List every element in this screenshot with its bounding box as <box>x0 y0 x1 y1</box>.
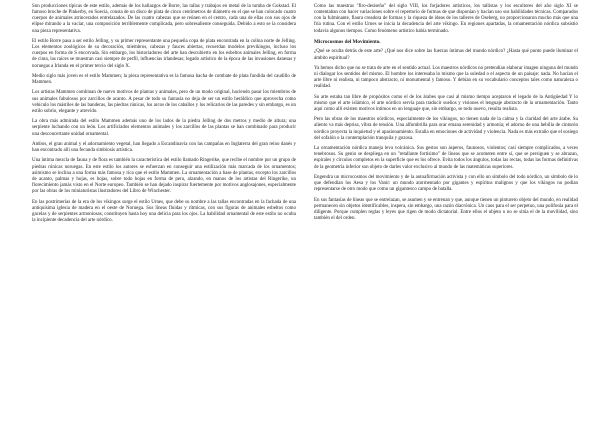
paragraph: En las postrimerías de la era de los vikingos surge el estilo Urnes, que debe su nombre a las tallas encontradas en la fachada de una antiquísima iglesia de madera en el oeste de Noruega. Sus líneas fluidas y rítmicas, con sus figuras de animales esbeltos como gacelas y de serpientes armoniosas, constituyen hasta hoy una delicia para los ojos. La habilidad ornamental de este estilo no oculta la incipiente decadencia del arte nórdico. <box>32 199 296 223</box>
paragraph: Engendra un microcosmos del movimiento y de la autoafirmación activista y con ello un símbolo del todo nórdico, un símbolo de lo que defendían los Aesa y los Vanir: un mundo atormentado por gigantes y espíritus malignos y que los vikingos no podían representarse de otro modo que como un gigantesco campo de batalla. <box>314 174 578 193</box>
right-column <box>314 4 578 420</box>
paragraph: Ya hemos dicho que no se trata de arte en el sentido actual. Los maestros nórdicos no pretendían elaborar imagen ninguna del mundo ni dialogar los sentidos del mismo. El hombre los interesaba lo mismo que la soledad o el aspecto de un paisaje: nada. No hacían el arte libre ni realista, ni tampoco abstracto, ni monumental y famoso. Y debían en su vocabulario conceptos tales como naturaleza o realidad. <box>314 65 578 90</box>
paragraph: Ambos, el gran animal y el adornamiento vegetal, han llegado a Escandinavia con las campañas en Inglaterra del gran reino danés y han encontrado allí una fecunda simbiosis artística. <box>32 141 296 154</box>
paragraph: La ornamentación nórdica maneja leva volcánica. Sus gestos son ásperos, faunosos, violentos; casi siempre complicados, a veces tenebrosos. Su genio se despliega en un "retallante fortísimo" de líneas que se acometen entre sí, que se persiguen y se abrazan, espirales y círculos completos en la superficie que es los ofrece. Evita todos los ángulos, todas las rectas, todas las formas definitivas de la geometría inferior son objeto de darles valor exclusivo al mundo de las matemáticas superiores. <box>314 146 578 170</box>
paragraph: Una íntima mezcla de fauna y de flora es también la característica del estilo llamado Ringerike, que recibe el nombre por un grupo de piedras rúnicas noruegas. En este estilo los autores se esfuerzan en conseguir una estilización más marcada de los ornamentos; asimismo se inclina a una forma más famosa y rica que el estilo Mammen. La ornamentación a base de plantas, excepto los zarcillos de acanto, palmas y hojas, es hojas, sobre todo hojas en forma de pera, alzando, en manos de los artistas del Ringerike, un florecimiento jamás visto en el Norte europeo. También se han dejado inspirar fuertemente por motivos anglosajones, especialmente por las obras de los miniaturistas ilustradores del Libro de Winchester. <box>32 158 296 195</box>
paragraph: Medio siglo más joven es el estilo Mammen; la pieza representativa es la famosa hacha de combate de plata fundida del caudillo de Mammen. <box>32 73 296 86</box>
paragraph: Pero las obras de los maestros nórdicos, especialmente de los vikingos, no tienen nada de la calma y la claridad del arte árabe. Su aliento va más deprisa, vibra de tensión. Una alfombrilla para orar emana serenidad y armonía; el adorno de una hebilla de cinturón nórdico proyecta la inquietud y el apasionamiento. Estalla en emociones de actividad y violencia. Nada es más extraño que el sosiego del sofalón o la contemplación tranquila y gozosa. <box>314 117 578 141</box>
paragraph: La obra más admirada del estilo Mammen además uno de los lados de la piedra Jelling de dos metros y medio de altura; una serpiente luchando con un león. Los artificiados elementos animales y los zarcillos de las plantas se han combinado para producir una desconcertante unidad ornamental. <box>32 119 296 137</box>
left-column <box>32 4 296 420</box>
paragraph: En sus fantasías de líneas que se entrelazan, se asumen y se entrenan y que, aunque tienen un pinturero objeto del mundo, en realidad permanecen sin objetos identificables, inspera, sin embargo, una razón diacrónica. Un caos para el ser perpetuo, una polifonía para el diligente. Porque cumplen reglas y leyes que rigen de modo dictatorial. Entre ellos el objeto o no se sitúa el de la movilidad, sino también el del orden. <box>314 197 578 222</box>
paragraph: Los artistas Mammen combinan de nuevo motivos de plantas y animales, pero de un modo original, haciendo pasar los miembros de sus animales fabulosos por zarcillos de acanto. A pesar de todo su fantasía no deja de ser un estilo heráldico que aprovecha como vehículo los mástiles de las banderas, las piedras rúnicas, los arcos de los caballos y los relicarios de las paredes y sin embargo, es un estilo sobrio, elegante y atrevido. <box>32 90 296 114</box>
paragraph: Su arte estaba tan libre de propósitos como el de los árabes que casi al mismo tiempo aceptaron el legado de la Antigüedad Y lo mismo que el arte islámico, el arte nórdico servía para traducir sueños y visiones el lenguaje abstracto de la ornamentación. Tanto aquí como allí existen motivos íntimos en un lenguaje que, sin embargo, se todo nuevo, resulta realista. <box>314 94 578 112</box>
paragraph: El estilo Borre pasa a ser estilo Jelling, y su primer representante una pequeña copa de plata encontrada en la colina norte de Jelling. Los elementos zoológicos de su decoración, miembros, cabezas y fauces abiertas, recuerdan modelos previkingos, incluso los cuerpos en forma de S encorvada. Sin embargo, los historiadores del arte han descubierto en los esbeltos animales Jelling, en forma de cinta, las raíces se muestran casi siempre de perfil, influencias irlandesas; legado artístico de la época de las invasiones danesas y noruegas a Irlanda en el primer tercio del siglo X. <box>32 38 296 69</box>
paragraph: ¿Qué se oculta detrás de este arte? ¿Qué nos dice sobre las fuerzas íntimas del mundo nórdico? ¿Hasta qué punto puede iluminar el ámbito espiritual? <box>314 49 578 61</box>
section-heading: Microcosmos del Movimiento. <box>314 38 381 45</box>
paragraph: Son producciones típicas de este estilo, además de los hallazgos de Borre, las tallas y trabajos en metal de la tumba de Gokstad. El famoso broche de Pinkerby, en Suecia, consta de un disco de plata de cinco centímetros de diámetro en el que se han colocado cuatro cuerpos de animales atrincerados entrelazados. De las cuatro cabezas que se reúnen en el centro, cada una de ellas con sus ojos de elipse mirando a la vaciar, una composición terriblemente complicada, pero sobresaliente conseguida. Debido a esto se la considera una pieza representativa. <box>32 4 296 34</box>
paragraph: Como las maestras "firo-desiseño" del siglo VIII, los forjadores artísticos, los tallistas y los escultores del año siglo XI se contentaban con hacer variaciones sobre el repertorio de formas de que disponían y hacían uso sus habilidades técnicas. Comparados con la fulminante, flaura creadora de formas y la riqueza de ideas de los talleres de Oseberg, no proporcionaron mucho más que una fría rutina. Con el estilo Urnes se inicia la decadencia del arte vikingo. En regiones apartadas, la ornamentación nórdica subsistió todavía algunos tiempos. Como fenómeno artístico había terminado. <box>314 4 578 34</box>
